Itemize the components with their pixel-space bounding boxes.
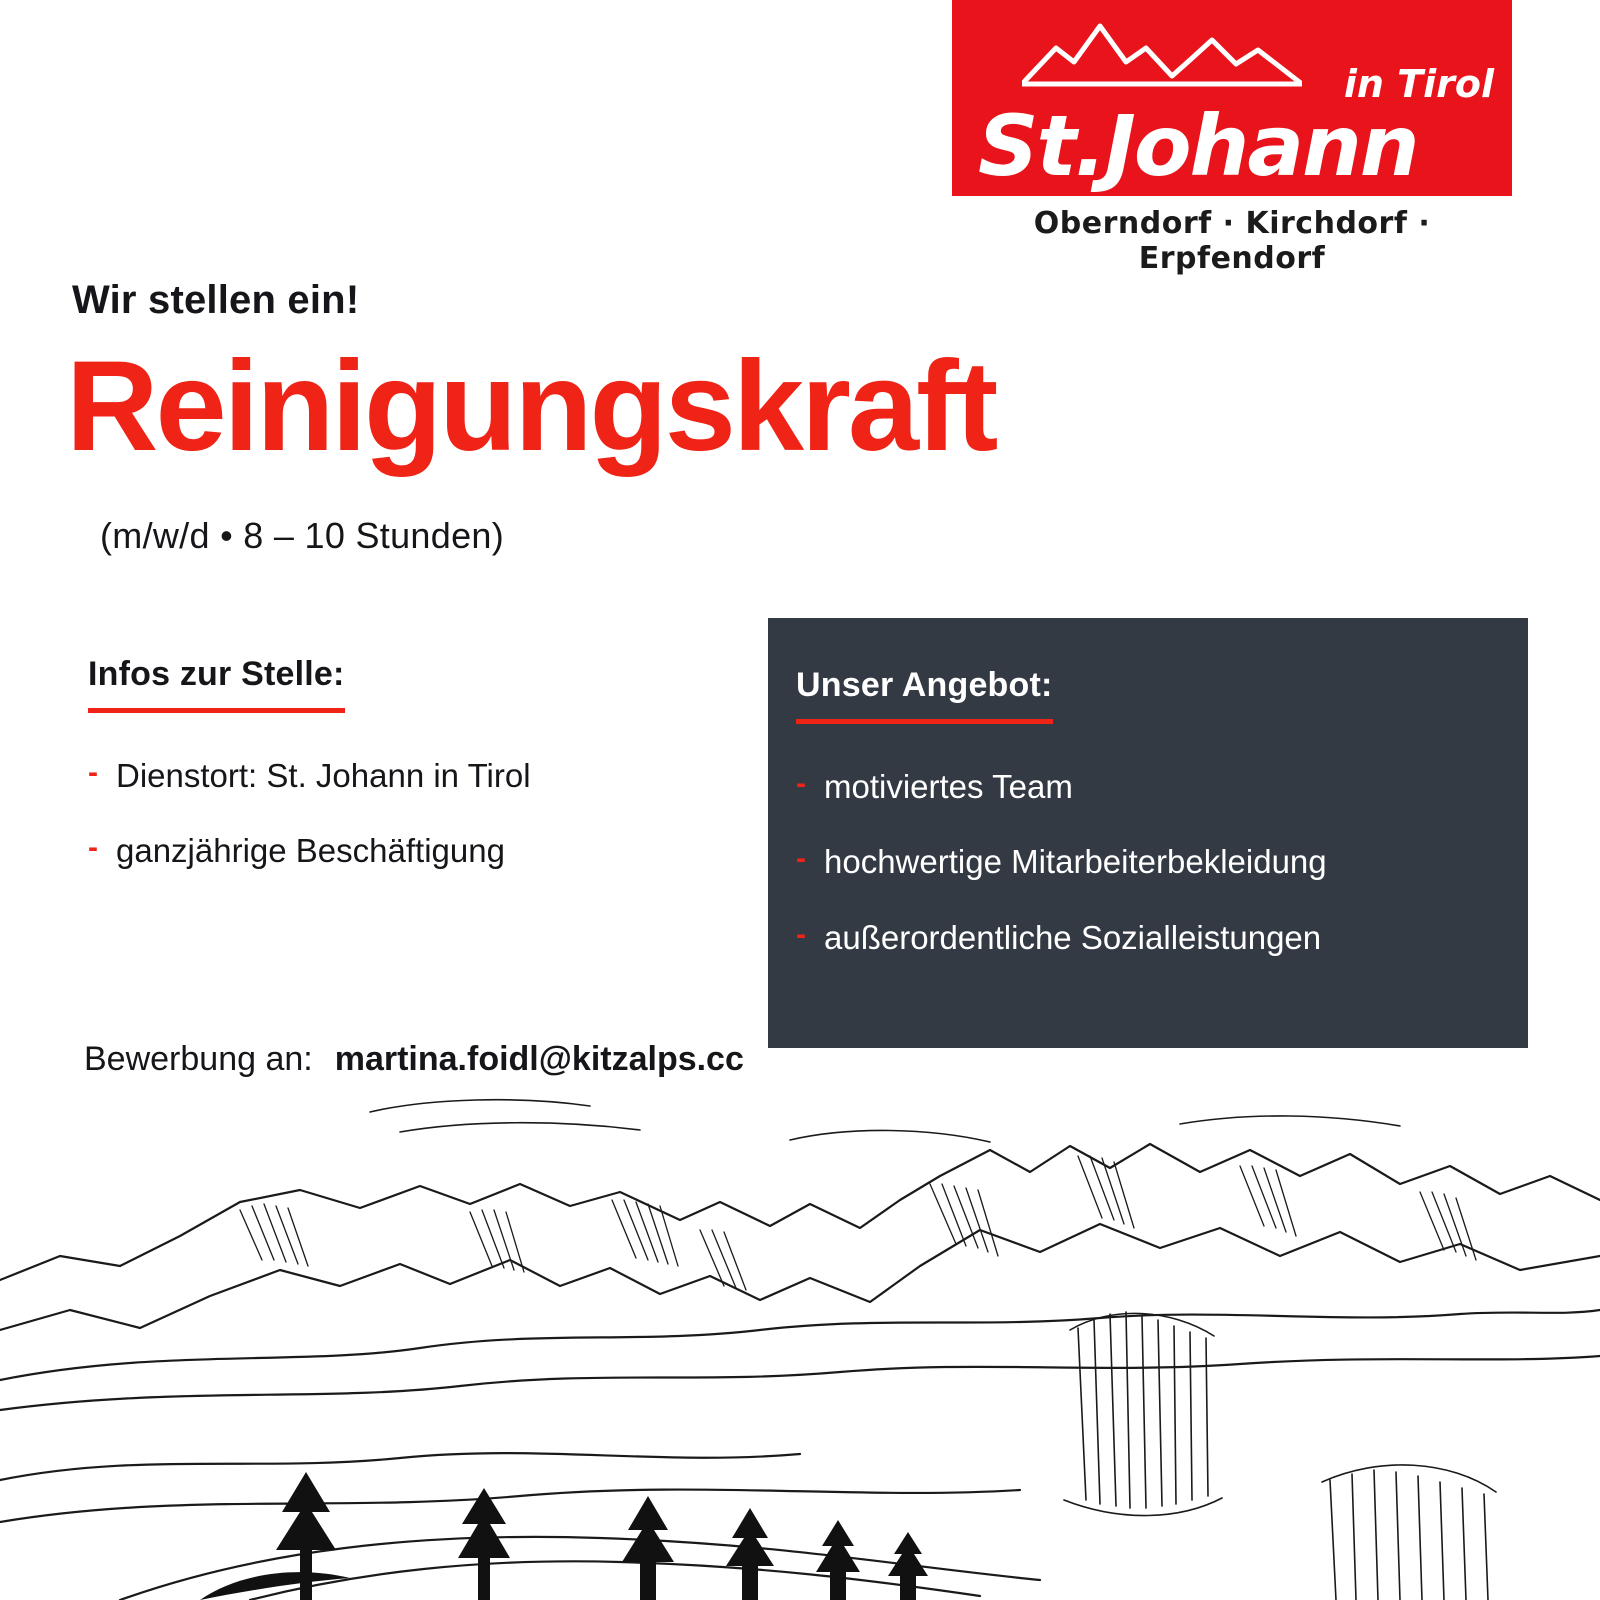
application-label: Bewerbung an: [84,1040,313,1078]
list-item [796,841,1492,882]
offer-section-title: Unser Angebot: [796,666,1053,724]
offer-section [768,618,1528,1048]
job-subtitle: (m/w/d • 8 – 10 Stunden) [100,515,505,556]
mountain-range-icon [1022,18,1302,88]
application-line [84,1040,744,1079]
mountain-panorama-illustration [0,1080,1600,1600]
dash-icon: - [796,767,806,800]
list-item [88,830,688,871]
kicker-text: Wir stellen ein! [72,278,360,322]
info-section-title: Infos zur Stelle: [88,655,345,713]
list-item [796,766,1492,807]
dash-icon: - [796,917,806,951]
logo-region-text: in Tirol [1343,62,1494,106]
list-item-label: außerordentliche Sozialleistungen [824,918,1322,956]
offer-bullet-list [796,766,1492,958]
logo-villages-text: Oberndorf · Kirchdorf · Erpfendorf [1033,206,1431,276]
list-item-label: Dienstort: St. Johann in Tirol [116,757,531,794]
list-item-label: ganzjährige Beschäftigung [116,832,505,870]
dash-icon: - [796,842,806,876]
company-logo [952,0,1512,288]
dash-icon: - [88,756,98,789]
page-title: Reinigungskraft [66,335,996,478]
logo-red-panel [952,0,1512,196]
list-item [88,755,688,796]
info-section [88,655,688,906]
info-bullet-list [88,755,688,872]
list-item-label: hochwertige Mitarbeiterbekleidung [824,843,1327,881]
application-email[interactable]: martina.foidl@kitzalps.cc [334,1040,744,1078]
list-item [796,917,1492,958]
dash-icon: - [88,831,98,865]
list-item-label: motiviertes Team [824,768,1073,805]
logo-brand-text: St.Johann [978,97,1418,195]
